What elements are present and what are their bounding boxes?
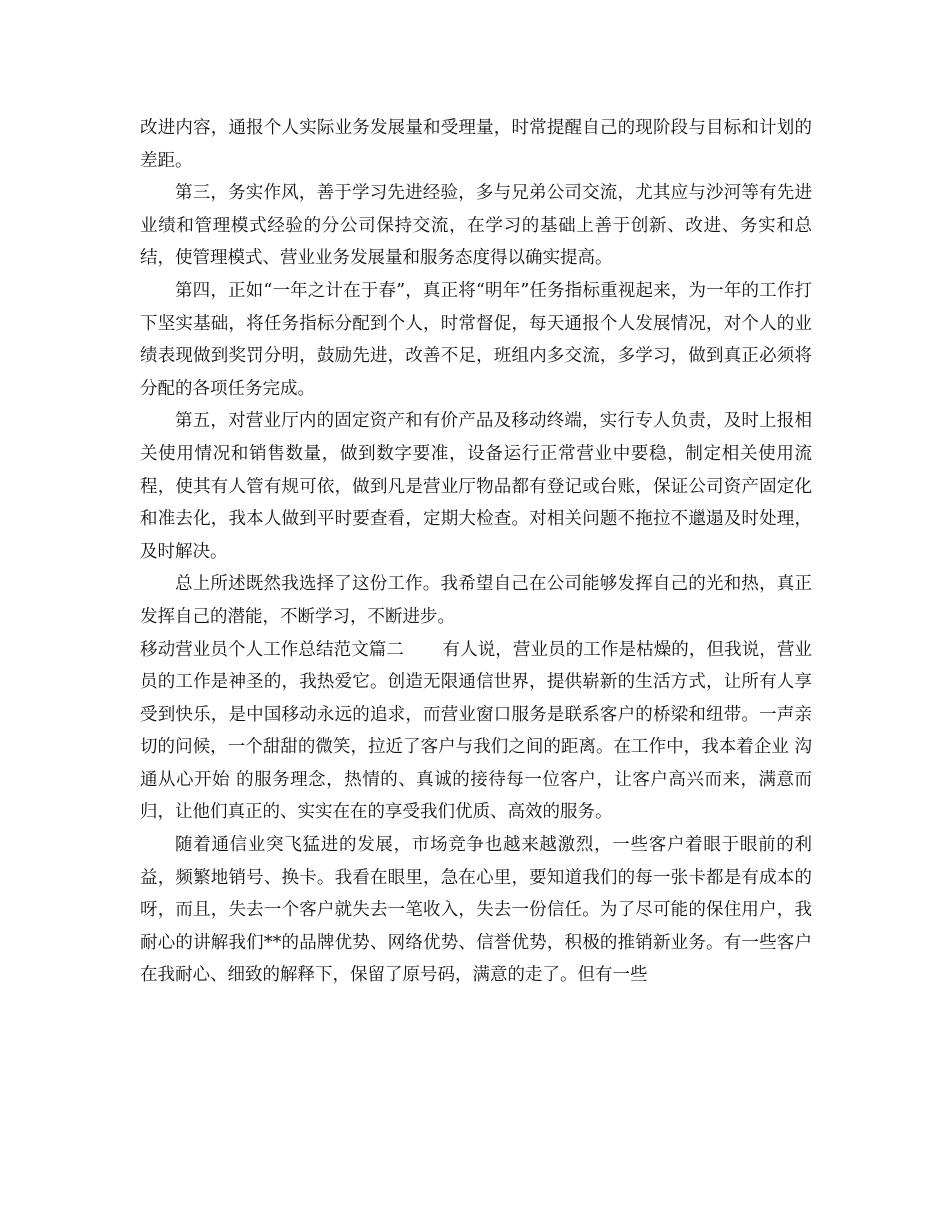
paragraph-third-point: 第三，务实作风，善于学习先进经验，多与兄弟公司交流，尤其应与沙河等有先进业绩和管理模式经验的分公司保持交流，在学习的基础上善于创新、改进、务实和总结，使管理模式、营业业务发展量和服务态度得以确实提高。 xyxy=(140,183,812,269)
paragraph-section-two xyxy=(140,634,812,830)
paragraph-continuation: 改进内容，通报个人实际业务发展量和受理量，时常提醒自己的现阶段与目标和计划的差距。 xyxy=(140,118,812,171)
section-heading: 移动营业员个人工作总结范文篇二 xyxy=(140,639,404,660)
section-two-text: 有人说，营业员的工作是枯燥的，但我说，营业员的工作是神圣的，我热爱它。创造无限通信世界，提供崭新的生活方式，让所有人享受到快乐，是中国移动永远的追求，而营业窗口服务是联系客户的桥梁和纽带。一声亲切的问候，一个甜甜的微笑，拉近了客户与我们之间的距离。在工作中，我本着企业 沟通从心开始 的服务理念，热情的、真诚的接待每一位客户，让客户高兴而来，满意而归，让他们真正的、实实在在的享受我们优质、高效的服务。 xyxy=(140,639,812,823)
paragraph-fourth-point: 第四，正如“一年之计在于春”，真正将“明年”任务指标重视起来，为一年的工作打下坚实基础，将任务指标分配到个人，时常督促，每天通报个人发展情况，对个人的业绩表现做到奖罚分明，鼓励先进，改善不足，班组内多交流，多学习，做到真正必须将分配的各项任务完成。 xyxy=(140,280,812,399)
paragraph-fifth-point: 第五，对营业厅内的固定资产和有价产品及移动终端，实行专人负责，及时上报相关使用情况和销售数量，做到数字要准，设备运行正常营业中要稳，制定相关使用流程，使其有人管有规可依，做到凡是营业厅物品都有登记或台账，保证公司资产固定化和准去化，我本人做到平时要查看，定期大检查。对相关问题不拖拉不邋遢及时处理，及时解决。 xyxy=(140,411,812,562)
paragraph-market-competition: 随着通信业突飞猛进的发展，市场竞争也越来越激烈，一些客户着眼于眼前的利益，频繁地销号、换卡。我看在眼里，急在心里，要知道我们的每一张卡都是有成本的呀，而且，失去一个客户就失去一笔收入，失去一份信任。为了尽可能的保住用户，我耐心的讲解我们**的品牌优势、网络优势、信誉优势，积极的推销新业务。有一些客户在我耐心、细致的解释下，保留了原号码，满意的走了。但有一些 xyxy=(140,835,812,986)
paragraph-summary: 总上所述既然我选择了这份工作。我希望自己在公司能够发挥自己的光和热，真正发挥自己的潜能，不断学习，不断进步。 xyxy=(140,574,812,627)
document-body xyxy=(140,112,812,992)
